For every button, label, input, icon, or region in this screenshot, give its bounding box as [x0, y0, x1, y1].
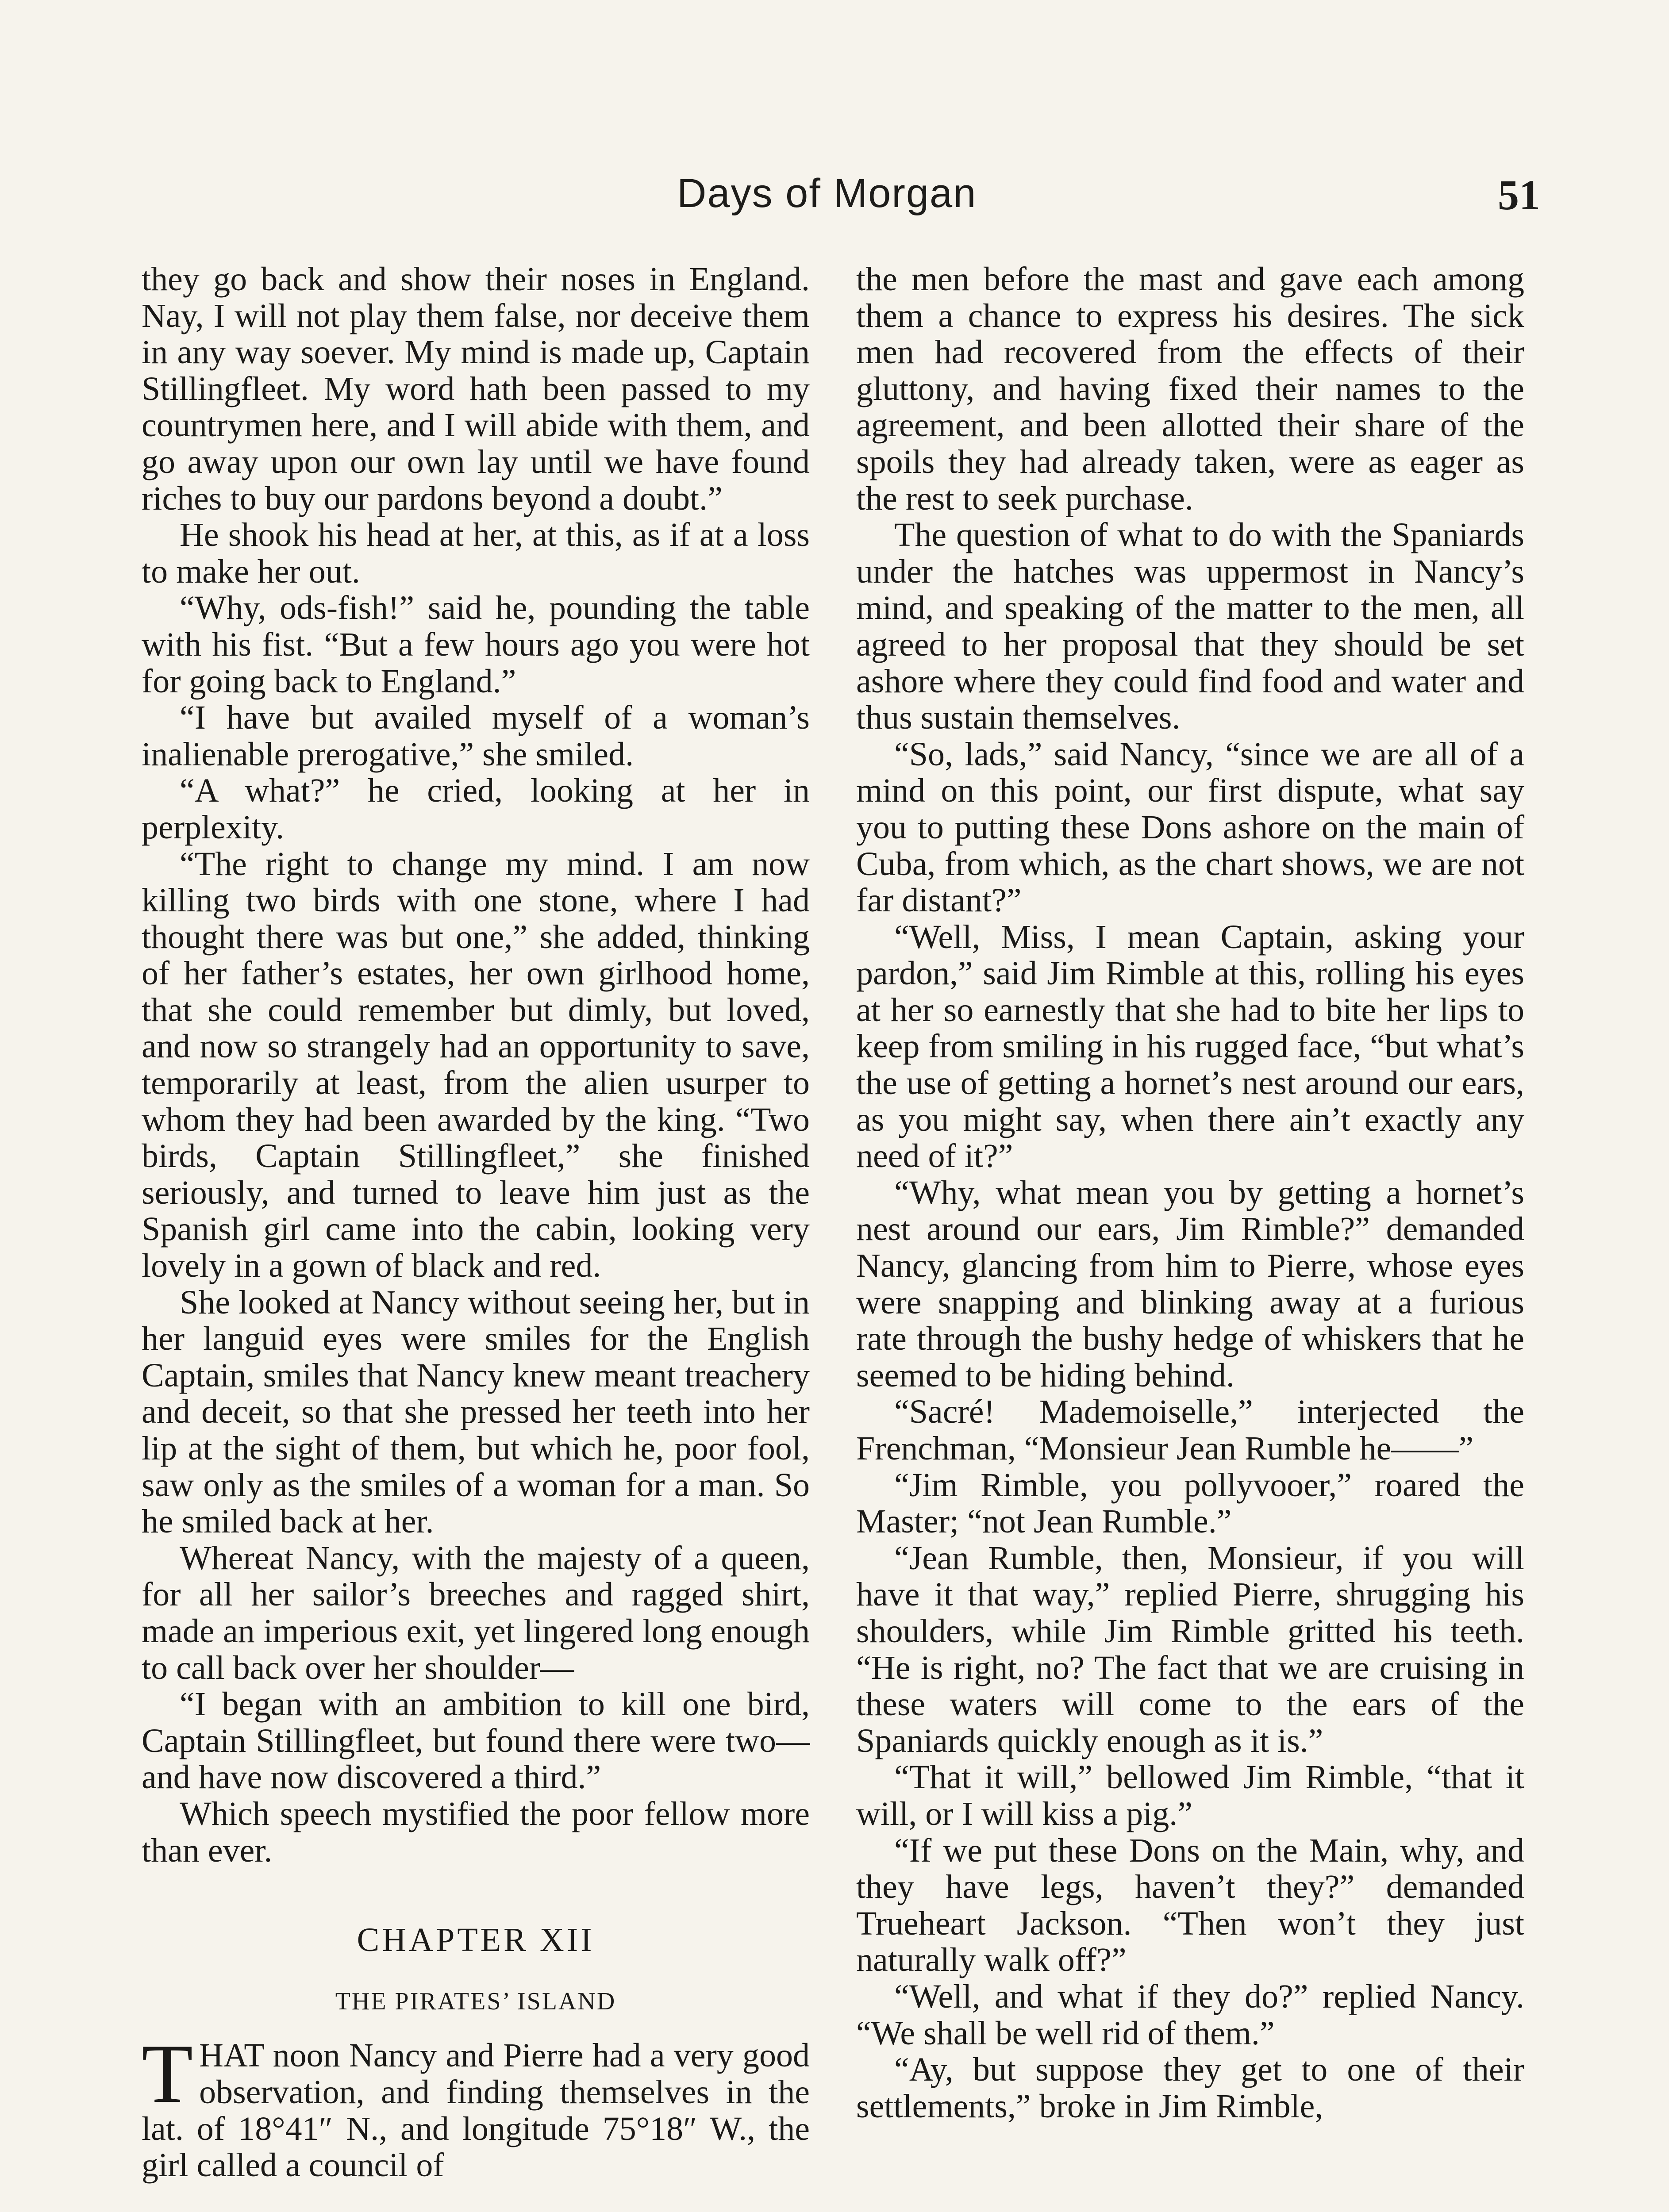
paragraph: The question of what to do with the Spaniards under the hatches was uppermost in Nancy’s mind, and speaking of the matter to the men, all agreed to her proposal that they should be set ashore where they could find food and water and thus sustain themselves.: [856, 516, 1524, 737]
paragraph: they go back and show their noses in England. Nay, I will not play them false, nor deceive them in any way soever. My mind is made up, Captain Stillingfleet. My word hath been passed to my countrymen here, and I will abide with them, and go away upon our own lay until we have found riches to buy our pardons beyond a doubt.”: [142, 261, 810, 517]
paragraph: “I began with an ambition to kill one bird, Captain Stillingfleet, but found there were two—and have now discovered a third.”: [142, 1686, 810, 1796]
paragraph: Whereat Nancy, with the majesty of a queen, for all her sailor’s breeches and ragged shirt, made an imperious exit, yet lingered long enough to call back over her shoulder—: [142, 1539, 810, 1686]
paragraph: “I have but availed myself of a woman’s inalienable prerogative,” she smiled.: [142, 699, 810, 773]
paragraph: “Well, Miss, I mean Captain, asking your pardon,” said Jim Rimble at this, rolling his eyes at her so earnestly that she had to bite her lips to keep from smiling in his rugged face, “but what’s the use of getting a hornet’s nest around our ears, as you might say, when there ain’t exactly any need of it?”: [856, 918, 1524, 1175]
paragraph: Which speech mystified the poor fellow more than ever.: [142, 1795, 810, 1869]
paragraph: “A what?” he cried, looking at her in perplexity.: [142, 772, 810, 846]
paragraph: “Why, what mean you by getting a hornet’s nest around our ears, Jim Rimble?” demanded Nancy, glancing from him to Pierre, whose eyes were snapping and blinking away at a furious rate through the bushy hedge of whiskers that he seemed to be hiding behind.: [856, 1174, 1524, 1394]
paragraph: “If we put these Dons on the Main, why, and they have legs, haven’t they?” demanded Trueheart Jackson. “Then won’t they just naturally walk off?”: [856, 1832, 1524, 1979]
running-head: [0, 170, 1669, 223]
paragraph: “Why, ods-fish!” said he, pounding the table with his fist. “But a few hours ago you were hot for going back to England.”: [142, 589, 810, 700]
paragraph: “Jim Rimble, you pollyvooer,” roared the Master; “not Jean Rumble.”: [856, 1466, 1524, 1540]
drop-cap: T: [142, 2028, 193, 2121]
page-number: 51: [1498, 171, 1540, 219]
running-title: Days of Morgan: [677, 171, 977, 216]
paragraph: “Ay, but suppose they get to one of their settlements,” broke in Jim Rimble,: [856, 2051, 1524, 2125]
paragraph: “That it will,” bellowed Jim Rimble, “that it will, or I will kiss a pig.”: [856, 1759, 1524, 1832]
chapter-opening-paragraph: [142, 2028, 810, 2184]
chapter-opening-text: HAT noon Nancy and Pierre had a very good observation, and finding themselves in the lat. of 18°41″ N., and longitude 75°18″ W., the girl called a council of: [142, 2037, 810, 2184]
right-column: [856, 261, 1524, 2124]
paragraph: “Well, and what if they do?” replied Nancy. “We shall be well rid of them.”: [856, 1978, 1524, 2052]
paragraph: He shook his head at her, at this, as if at a loss to make her out.: [142, 516, 810, 590]
chapter-subtitle: THE PIRATES’ ISLAND: [335, 1987, 616, 2015]
left-column: [142, 261, 810, 2184]
paragraph: “Jean Rumble, then, Monsieur, if you will have it that way,” replied Pierre, shrugging his shoulders, while Jim Rimble gritted his teeth. “He is right, no? The fact that we are cruising in these waters will come to the ears of the Spaniards quickly enough as it is.”: [856, 1539, 1524, 1759]
paragraph: “So, lads,” said Nancy, “since we are all of a mind on this point, our first dispute, what say you to putting these Dons ashore on the main of Cuba, from which, as the chart shows, we are not far distant?”: [856, 735, 1524, 919]
paragraph: the men before the mast and gave each among them a chance to express his desires. The sick men had recovered from the effects of their gluttony, and having fixed their names to the agreement, and been allotted their share of the spoils they had already taken, were as eager as the rest to seek purchase.: [856, 261, 1524, 517]
paragraph: “The right to change my mind. I am now killing two birds with one stone, where I had thought there was but one,” she added, thinking of her father’s estates, her own girlhood home, that she could remember but dimly, but loved, and now so strangely had an opportunity to save, temporarily at least, from the alien usurper to whom they had been awarded by the king. “Two birds, Captain Stillingfleet,” she finished seriously, and turned to leave him just as the Spanish girl came into the cabin, looking very lovely in a gown of black and red.: [142, 845, 810, 1285]
paragraph: She looked at Nancy without seeing her, but in her languid eyes were smiles for the English Captain, smiles that Nancy knew meant treachery and deceit, so that she pressed her teeth into her lip at the sight of them, but which he, poor fool, saw only as the smiles of a woman for a man. So he smiled back at her.: [142, 1283, 810, 1540]
paragraph: “Sacré! Mademoiselle,” interjected the Frenchman, “Monsieur Jean Rumble he——”: [856, 1393, 1524, 1467]
chapter-heading: CHAPTER XII: [357, 1921, 595, 1959]
